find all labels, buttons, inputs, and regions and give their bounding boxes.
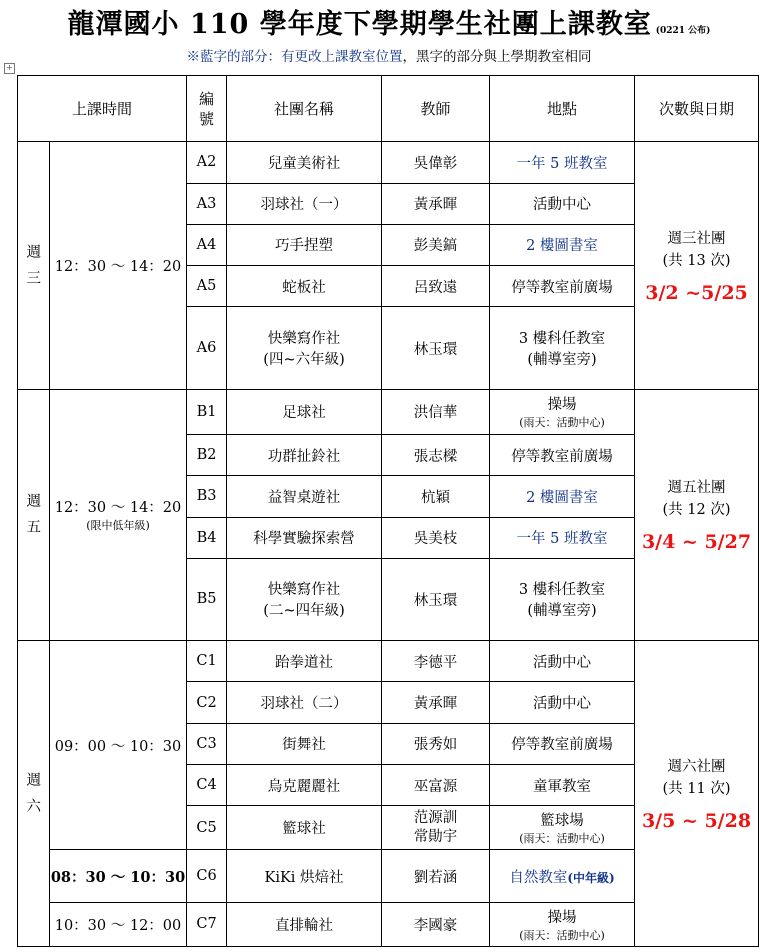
summary-count: (共 12 次) <box>662 501 731 518</box>
summary-count: (共 11 次) <box>662 780 731 797</box>
club-location: 3 樓科任教室 <box>518 331 606 348</box>
club-teacher: 張秀如 <box>382 723 490 764</box>
time-fri-note: (限中低年級) <box>86 519 150 533</box>
document-title <box>0 2 778 41</box>
schedule-table <box>17 75 759 947</box>
club-location: 籃球場 <box>540 813 584 830</box>
club-location: 2 樓圖書室 <box>490 224 635 265</box>
club-name: 蛇板社 <box>227 266 382 307</box>
club-location: 童軍教室 <box>490 764 635 805</box>
subtitle <box>0 45 778 65</box>
club-teacher: 吳美枝 <box>382 517 490 558</box>
club-teacher: 吳偉彰 <box>382 142 490 183</box>
subtitle-same-note: ，黑字的部分與上學期教室相同 <box>402 49 592 65</box>
summary-wed <box>635 142 759 389</box>
club-name-cell <box>227 307 382 389</box>
club-code: C7 <box>187 902 227 946</box>
club-code: C4 <box>187 764 227 805</box>
club-location: 操場 <box>547 397 577 414</box>
club-code: B4 <box>187 517 227 558</box>
table-row <box>18 641 759 682</box>
club-grade: (四~六年級) <box>263 352 345 369</box>
club-name-cell <box>227 558 382 640</box>
club-teacher: 黃承暉 <box>382 682 490 723</box>
club-teacher-cell <box>382 806 490 850</box>
date-range: 3/5 ~ 5/28 <box>641 809 752 832</box>
time-fri-cell <box>50 389 187 640</box>
time-sat-c6: 08：30 ～ 10：30 <box>50 850 187 902</box>
day-wed: 週三 <box>18 142 50 389</box>
header-row <box>18 76 759 142</box>
table-row <box>18 142 759 183</box>
club-location: 活動中心 <box>490 682 635 723</box>
club-location-detail: (輔導室旁) <box>527 352 597 369</box>
day-sat: 週六 <box>18 641 50 947</box>
club-location: 活動中心 <box>490 641 635 682</box>
club-location: 停等教室前廣場 <box>490 435 635 476</box>
summary-title: 週三社團 <box>667 230 726 247</box>
club-location-cell <box>490 558 635 640</box>
club-teacher: 劉若涵 <box>382 850 490 902</box>
club-teacher: 洪信華 <box>382 389 490 434</box>
club-teacher: 黃承暉 <box>382 183 490 224</box>
club-name: 快樂寫作社 <box>267 582 341 599</box>
summary-title: 週六社團 <box>667 758 726 775</box>
club-name: 街舞社 <box>227 723 382 764</box>
club-name: KiKi 烘焙社 <box>227 850 382 902</box>
club-name: 益智桌遊社 <box>227 476 382 517</box>
club-teacher: 林玉環 <box>382 307 490 389</box>
club-code: A4 <box>187 224 227 265</box>
club-teacher: 巫富源 <box>382 764 490 805</box>
title-text: 龍潭國小 110 學年度下學期學生社團上課教室 <box>67 9 652 40</box>
club-code: B3 <box>187 476 227 517</box>
header-teacher: 教師 <box>382 76 490 142</box>
club-teacher: 范源訓 <box>413 809 458 826</box>
subtitle-changed-note: ※藍字的部分：有更改上課教室位置 <box>186 49 403 65</box>
club-code: C6 <box>187 850 227 902</box>
summary-sat <box>635 641 759 947</box>
club-location-cell <box>490 850 635 902</box>
club-location: 操場 <box>547 909 577 926</box>
club-code: B5 <box>187 558 227 640</box>
club-location-note: (雨天：活動中心) <box>519 416 605 430</box>
club-teacher: 彭美鎬 <box>382 224 490 265</box>
club-code: B2 <box>187 435 227 476</box>
club-location-cell <box>490 307 635 389</box>
club-location: 停等教室前廣場 <box>490 723 635 764</box>
club-location: 3 樓科任教室 <box>518 582 606 599</box>
club-location: 2 樓圖書室 <box>490 476 635 517</box>
club-location-cell <box>490 389 635 434</box>
club-grade: (二~四年級) <box>263 603 345 620</box>
club-teacher: 林玉環 <box>382 558 490 640</box>
summary-count: (共 13 次) <box>662 252 731 269</box>
club-code: B1 <box>187 389 227 434</box>
header-code: 編號 <box>187 76 227 142</box>
club-code: C3 <box>187 723 227 764</box>
club-teacher: 呂致遠 <box>382 266 490 307</box>
club-name: 足球社 <box>227 389 382 434</box>
club-name: 功群扯鈴社 <box>227 435 382 476</box>
club-name: 籃球社 <box>227 806 382 850</box>
club-code: C2 <box>187 682 227 723</box>
date-range: 3/2 ~5/25 <box>645 281 748 304</box>
club-teacher: 杭穎 <box>382 476 490 517</box>
club-name: 烏克麗麗社 <box>227 764 382 805</box>
publish-date: (0221 公布) <box>655 26 711 36</box>
club-location-cell <box>490 902 635 946</box>
club-teacher: 李國豪 <box>382 902 490 946</box>
club-name: 巧手捏塑 <box>227 224 382 265</box>
club-location: 一年 5 班教室 <box>490 142 635 183</box>
club-location: 活動中心 <box>490 183 635 224</box>
club-location: 停等教室前廣場 <box>490 266 635 307</box>
club-name: 兒童美術社 <box>227 142 382 183</box>
header-time: 上課時間 <box>18 76 187 142</box>
table-move-handle-icon[interactable]: + <box>4 63 15 74</box>
club-location-note: (雨天：活動中心) <box>519 928 605 942</box>
club-code: C5 <box>187 806 227 850</box>
club-location: 自然教室 <box>509 869 568 886</box>
club-name: 科學實驗探索營 <box>227 517 382 558</box>
time-sat-c7: 10：30 ～ 12：00 <box>50 902 187 946</box>
club-code: A2 <box>187 142 227 183</box>
club-name: 直排輪社 <box>227 902 382 946</box>
club-name: 跆拳道社 <box>227 641 382 682</box>
table-row <box>18 389 759 434</box>
club-name: 羽球社（一） <box>227 183 382 224</box>
header-club: 社團名稱 <box>227 76 382 142</box>
summary-fri <box>635 389 759 640</box>
time-sat: 09：00 ～ 10：30 <box>50 641 187 850</box>
club-teacher: 張志樑 <box>382 435 490 476</box>
club-location-note: (雨天：活動中心) <box>519 832 605 846</box>
time-fri: 12：30 ～ 14：20 <box>54 500 182 517</box>
club-code: A3 <box>187 183 227 224</box>
club-location-cell <box>490 806 635 850</box>
club-code: A6 <box>187 307 227 389</box>
time-wed: 12：30 ～ 14：20 <box>50 142 187 389</box>
day-fri: 週五 <box>18 389 50 640</box>
club-location-detail: (輔導室旁) <box>527 603 597 620</box>
club-code: C1 <box>187 641 227 682</box>
club-teacher: 李德平 <box>382 641 490 682</box>
summary-title: 週五社團 <box>667 479 726 496</box>
header-dates: 次數與日期 <box>635 76 759 142</box>
header-location: 地點 <box>490 76 635 142</box>
club-code: A5 <box>187 266 227 307</box>
club-location-note: (中年級) <box>567 870 615 885</box>
date-range: 3/4 ~ 5/27 <box>641 530 752 553</box>
club-name: 羽球社（二） <box>227 682 382 723</box>
club-location: 一年 5 班教室 <box>490 517 635 558</box>
club-name: 快樂寫作社 <box>267 331 341 348</box>
club-teacher-2: 常勛宇 <box>413 828 458 845</box>
